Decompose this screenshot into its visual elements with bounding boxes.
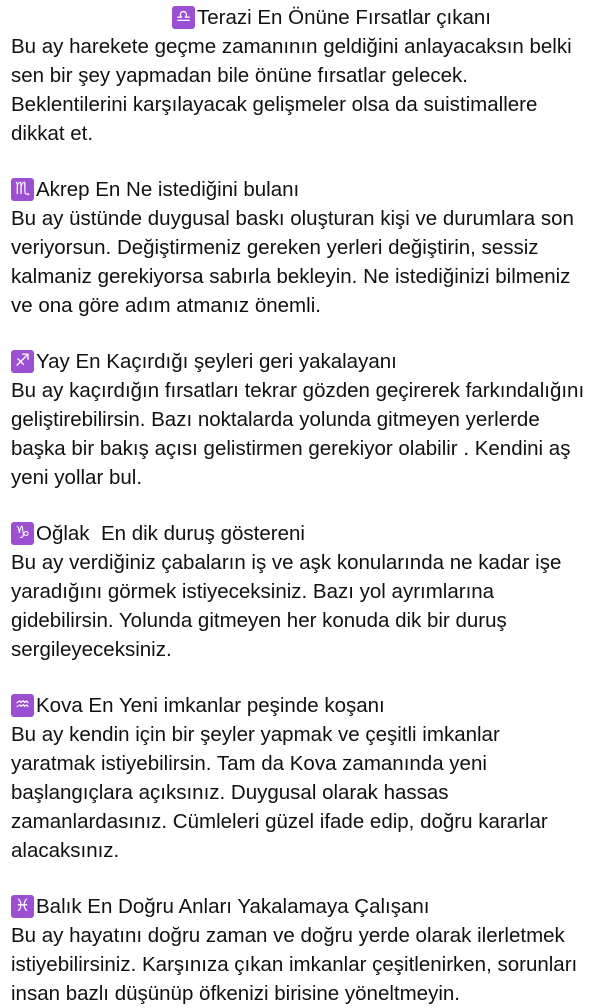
capricorn-icon: ♑ xyxy=(11,522,34,545)
scorpio-icon: ♏ xyxy=(11,178,34,201)
section-title-row xyxy=(11,519,594,548)
pisces-icon: ♓ xyxy=(11,895,34,918)
section-title-row xyxy=(11,3,594,32)
section-title: Akrep En Ne istediğini bulanı xyxy=(36,178,300,201)
section-pisces xyxy=(11,892,594,1008)
body-line: istiyebilirsiniz. Karşınıza çıkan imkanlar çeşitlenirken, sorunları xyxy=(11,953,578,976)
section-title-row xyxy=(11,892,594,921)
libra-icon: ♎ xyxy=(172,6,195,29)
body-line: geliştirebilirsin. Bazı noktalarda yolunda gitmeyen yerlerde xyxy=(11,408,540,431)
section-title: Kova En Yeni imkanlar peşinde koşanı xyxy=(36,694,385,717)
section-aquarius xyxy=(11,691,594,865)
section-title: Oğlak En dik duruş göstereni xyxy=(36,522,305,545)
body-line: gidebilirsin. Yolunda gitmeyen her konuda dik bir duruş xyxy=(11,609,507,632)
body-line: Bu ay hayatını doğru zaman ve doğru yerde olarak ilerletmek xyxy=(11,924,565,947)
body-line: sen bir şey yapmadan bile önüne fırsatlar gelecek. xyxy=(11,64,468,87)
body-line: yaratmak istiyebilirsin. Tam da Kova zamanında yeni xyxy=(11,752,487,775)
body-line: başlangıçlara açıksınız. Duygusal olarak hassas xyxy=(11,781,449,804)
section-title: Terazi En Önüne Fırsatlar çıkanı xyxy=(197,6,491,29)
body-line: Bu ay verdiğiniz çabaların iş ve aşk konularında ne kadar işe xyxy=(11,551,562,574)
section-scorpio xyxy=(11,175,594,320)
body-line: kalmaniz gerekiyorsa sabırla bekleyin. Ne istediğinizi bilmeniz xyxy=(11,265,571,288)
body-line: Bu ay kendin için bir şeyler yapmak ve çeşitli imkanlar xyxy=(11,723,500,746)
section-title-row xyxy=(11,691,594,720)
section-title: Yay En Kaçırdığı şeyleri geri yakalayanı xyxy=(36,350,397,373)
section-title: Balık En Doğru Anları Yakalamaya Çalışanı xyxy=(36,895,430,918)
aquarius-icon: ♒ xyxy=(11,694,34,717)
body-line: Beklentilerini karşılayacak gelişmeler olsa da suistimallere xyxy=(11,93,538,116)
sagittarius-icon: ♐ xyxy=(11,350,34,373)
body-line: Bu ay üstünde duygusal baskı oluşturan kişi ve durumlara son xyxy=(11,207,574,230)
section-title-row xyxy=(11,175,594,204)
body-line: başka bir bakış açısı gelistirmen gerekiyor olabilir . Kendini aş xyxy=(11,437,571,460)
section-sagittarius xyxy=(11,347,594,492)
body-line: yeni yollar bul. xyxy=(11,466,143,489)
section-libra xyxy=(11,3,594,148)
body-line: Bu ay harekete geçme zamanının geldiğini anlayacaksın belki xyxy=(11,35,572,58)
body-line: yaradığını görmek istiyeceksiniz. Bazı yol ayrımlarına xyxy=(11,580,495,603)
body-line: sergileyeceksiniz. xyxy=(11,638,172,661)
body-line: dikkat et. xyxy=(11,122,94,145)
body-line: ve ona göre adım atmanız önemli. xyxy=(11,294,321,317)
body-line: veriyorsun. Değiştirmeniz gereken yerleri değiştirin, sessiz xyxy=(11,236,539,259)
body-line: insan bazlı düşünüp öfkenizi birisine yöneltmeyin. xyxy=(11,982,460,1005)
body-line: Bu ay kaçırdığın fırsatları tekrar gözden geçirerek farkındalığını xyxy=(11,379,585,402)
section-capricorn xyxy=(11,519,594,664)
body-line: zamanlardasınız. Cümleleri güzel ifade edip, doğru kararlar xyxy=(11,810,548,833)
body-line: alacaksınız. xyxy=(11,839,120,862)
section-title-row xyxy=(11,347,594,376)
